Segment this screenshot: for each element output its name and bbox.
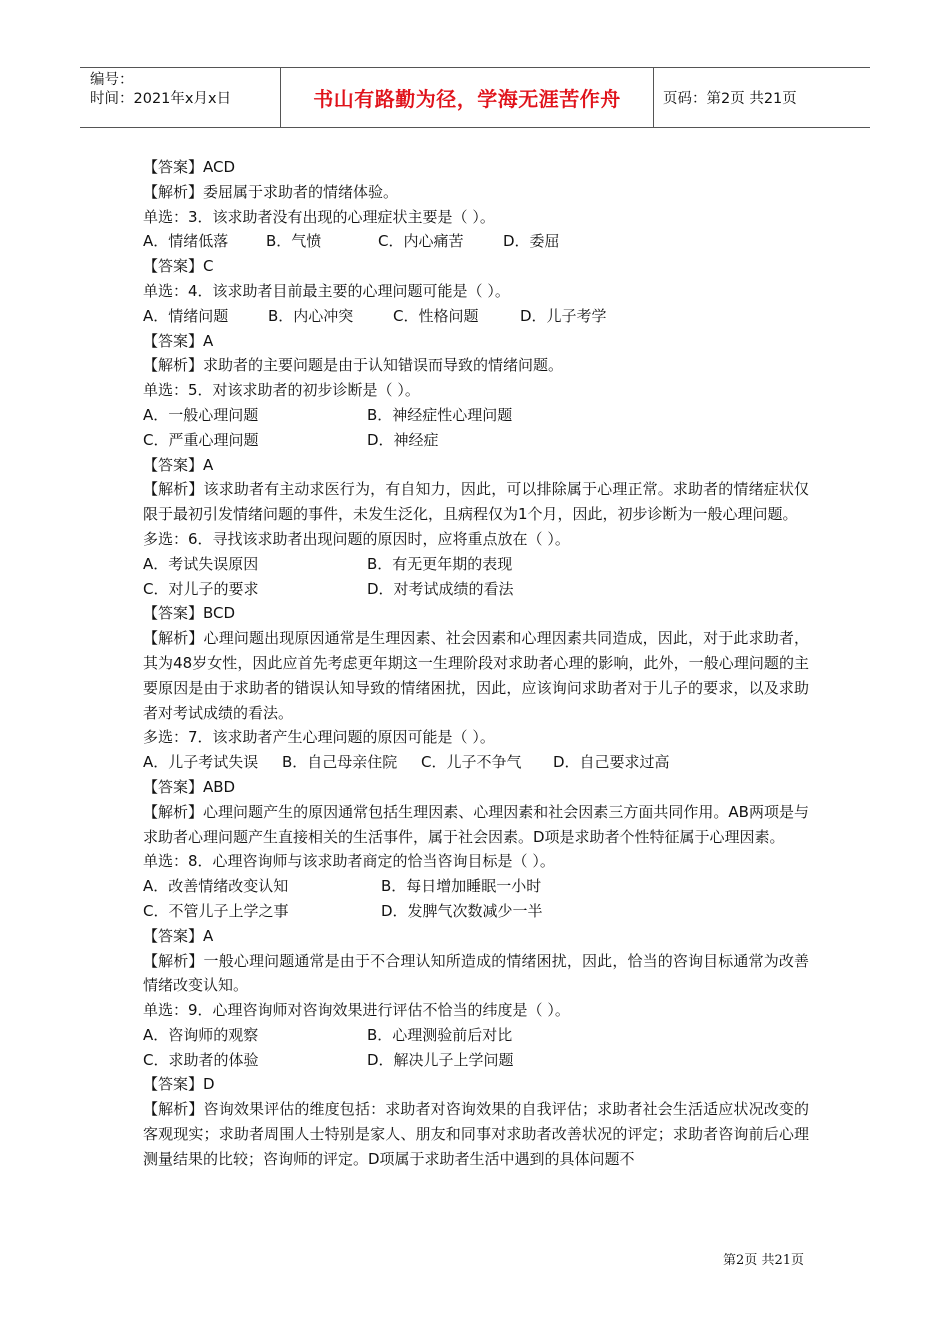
option-b: B．自己母亲住院 <box>282 753 398 772</box>
page-footer: 第2页 共21页 <box>723 1253 804 1268</box>
option-d: D．发脾气次数减少一半 <box>381 901 543 920</box>
option-c: C．儿子不争气 <box>421 753 522 772</box>
options-5-row2 <box>143 428 809 453</box>
explanation-8: 【解析】一般心理问题通常是由于不合理认知所造成的情绪困扰，因此，恰当的咨询目标通常为改善情绪改变认知。 <box>143 951 809 995</box>
option-d: D．解决儿子上学问题 <box>367 1050 514 1069</box>
answer-line: 【答案】ACD <box>143 158 236 176</box>
explanation-4: 【解析】求助者的主要问题是由于认知错误而导致的情绪问题。 <box>143 356 564 375</box>
option-c: C．严重心理问题 <box>143 430 259 449</box>
option-d: D．自己要求过高 <box>553 753 670 772</box>
explanation-7: 【解析】心理问题产生的原因通常包括生理因素、心理因素和社会因素三方面共同作用。AB两项是与求助者心理问题产生直接相关的生活事件，属于社会因素。D项是求助者个性特征属于心理因素。 <box>143 802 809 846</box>
time-label: 时间：2021年x月x日 <box>90 91 232 107</box>
option-d: D．儿子考学 <box>520 306 607 325</box>
option-c: C．求助者的体验 <box>143 1050 259 1069</box>
option-c: C．内心痛苦 <box>378 232 464 251</box>
explanation-6: 【解析】心理问题出现原因通常是生理因素、社会因素和心理因素共同造成，因此，对于此求助者，其为48岁女性，因此应首先考虑更年期这一生理阶段对求助者心理的影响，此外，一般心理问题的主要原因是由于求助者的错误认知导致的情绪困扰，因此，应该询问求助者对于儿子的要求，以及求助者对考试成绩的看法。 <box>143 629 809 722</box>
options-9-row2 <box>143 1048 809 1073</box>
option-b: B．内心冲突 <box>268 306 354 325</box>
option-a: A．改善情绪改变认知 <box>143 877 289 896</box>
option-a: A．一般心理问题 <box>143 405 259 424</box>
option-a: A．情绪低落 <box>143 232 229 251</box>
option-a: A．咨询师的观察 <box>143 1025 259 1044</box>
option-d: D．对考试成绩的看法 <box>367 579 514 598</box>
question-7: 多选：7．该求助者产生心理问题的原因可能是（ ）。 <box>143 728 495 747</box>
option-b: B．气愤 <box>266 232 322 251</box>
option-a: A．情绪问题 <box>143 306 229 325</box>
options-6-row1 <box>143 552 809 577</box>
options-8-row1 <box>143 874 809 899</box>
explanation-5: 【解析】该求助者有主动求医行为，有自知力，因此，可以排除属于心理正常。求助者的情绪症状仅限于最初引发情绪问题的事件，未发生泛化，且病程仅为1个月，因此，初步诊断为一般心理问题。 <box>143 480 809 524</box>
answer-8: 【答案】A <box>143 926 214 945</box>
option-b: B．神经症性心理问题 <box>367 405 513 424</box>
explanation-9: 【解析】咨询效果评估的维度包括：求助者对咨询效果的自我评估；求助者社会生活适应状况改变的客观现实；求助者周围人士特别是家人、朋友和同事对求助者改善状况的评定；求助者咨询前后心理测量结果的比较；咨询师的评定。D项属于求助者生活中遇到的具体问题不 <box>143 1100 809 1168</box>
question-8: 单选：8．心理咨询师与该求助者商定的恰当咨询目标是（ ）。 <box>143 852 555 871</box>
options-9-row1 <box>143 1023 809 1048</box>
question-6: 多选：6．寻找该求助者出现问题的原因时，应将重点放在（ ）。 <box>143 529 570 548</box>
options-6-row2 <box>143 577 809 602</box>
option-d: D．神经症 <box>367 430 439 449</box>
options-3 <box>143 229 809 254</box>
question-3: 单选：3．该求助者没有出现的心理症状主要是（ ）。 <box>143 207 495 226</box>
answer-6: 【答案】BCD <box>143 604 236 623</box>
page-header <box>80 67 870 128</box>
option-c: C．不管儿子上学之事 <box>143 901 289 920</box>
header-page-label: 页码：第2页 共21页 <box>663 91 797 107</box>
option-b: B．每日增加睡眠一小时 <box>381 877 542 896</box>
options-4 <box>143 304 809 329</box>
option-b: B．有无更年期的表现 <box>367 554 513 573</box>
option-c: C．对儿子的要求 <box>143 579 259 598</box>
answer-5: 【答案】A <box>143 455 214 474</box>
header-motto: 书山有路勤为径，学海无涯苦作舟 <box>280 68 654 127</box>
answer-9: 【答案】D <box>143 1075 215 1094</box>
option-b: B．心理测验前后对比 <box>367 1025 513 1044</box>
options-8-row2 <box>143 899 809 924</box>
document-body <box>143 155 809 1172</box>
answer-7: 【答案】ABD <box>143 777 236 796</box>
question-9: 单选：9．心理咨询师对咨询效果进行评估不恰当的纬度是（ ）。 <box>143 1001 570 1020</box>
option-c: C．性格问题 <box>393 306 479 325</box>
options-5-row1 <box>143 403 809 428</box>
answer-3: 【答案】C <box>143 257 214 276</box>
options-7 <box>143 750 809 775</box>
explanation-line: 【解析】委屈属于求助者的情绪体验。 <box>143 182 399 201</box>
question-5: 单选：5．对该求助者的初步诊断是（ ）。 <box>143 381 420 400</box>
header-info <box>80 68 280 127</box>
option-a: A．儿子考试失误 <box>143 753 259 772</box>
question-4: 单选：4．该求助者目前最主要的心理问题可能是（ ）。 <box>143 281 510 300</box>
option-d: D．委屈 <box>503 232 560 251</box>
number-label: 编号： <box>90 72 134 88</box>
option-a: A．考试失误原因 <box>143 554 259 573</box>
answer-4: 【答案】A <box>143 331 214 350</box>
